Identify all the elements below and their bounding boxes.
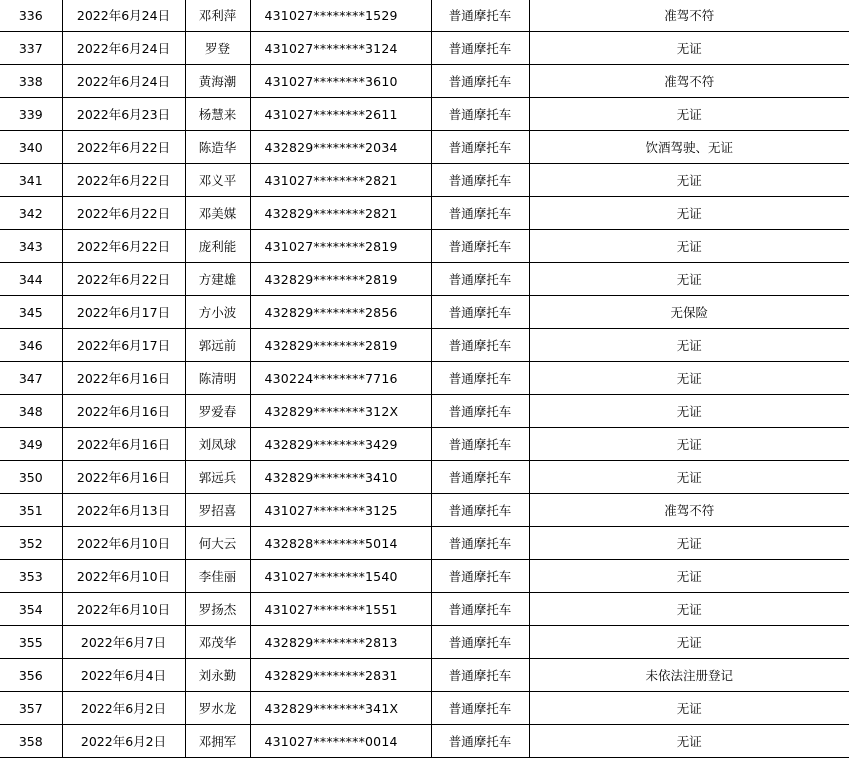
table-row bbox=[0, 659, 849, 692]
cell-id-number: 432829********2821 bbox=[250, 197, 431, 230]
cell-number: 348 bbox=[0, 395, 62, 428]
cell-vehicle-type: 普通摩托车 bbox=[431, 395, 529, 428]
table-row bbox=[0, 593, 849, 626]
table-row bbox=[0, 692, 849, 725]
cell-vehicle-type: 普通摩托车 bbox=[431, 296, 529, 329]
cell-number: 349 bbox=[0, 428, 62, 461]
cell-id-number: 431027********1551 bbox=[250, 593, 431, 626]
cell-violation: 无证 bbox=[529, 230, 849, 263]
cell-date: 2022年6月17日 bbox=[62, 329, 185, 362]
cell-name: 方建雄 bbox=[185, 263, 250, 296]
cell-date: 2022年6月22日 bbox=[62, 230, 185, 263]
cell-date: 2022年6月22日 bbox=[62, 131, 185, 164]
cell-vehicle-type: 普通摩托车 bbox=[431, 560, 529, 593]
cell-id-number: 432829********2831 bbox=[250, 659, 431, 692]
cell-date: 2022年6月24日 bbox=[62, 0, 185, 32]
cell-id-number: 431027********0014 bbox=[250, 725, 431, 758]
cell-violation: 无证 bbox=[529, 197, 849, 230]
table-row bbox=[0, 197, 849, 230]
table-row bbox=[0, 263, 849, 296]
table-row bbox=[0, 461, 849, 494]
cell-date: 2022年6月2日 bbox=[62, 725, 185, 758]
cell-vehicle-type: 普通摩托车 bbox=[431, 65, 529, 98]
cell-violation: 无证 bbox=[529, 593, 849, 626]
cell-name: 李佳丽 bbox=[185, 560, 250, 593]
table-row bbox=[0, 98, 849, 131]
table-row bbox=[0, 362, 849, 395]
cell-number: 350 bbox=[0, 461, 62, 494]
table-row bbox=[0, 560, 849, 593]
cell-date: 2022年6月23日 bbox=[62, 98, 185, 131]
cell-name: 罗爱春 bbox=[185, 395, 250, 428]
cell-vehicle-type: 普通摩托车 bbox=[431, 626, 529, 659]
cell-vehicle-type: 普通摩托车 bbox=[431, 230, 529, 263]
cell-vehicle-type: 普通摩托车 bbox=[431, 527, 529, 560]
cell-number: 356 bbox=[0, 659, 62, 692]
cell-date: 2022年6月13日 bbox=[62, 494, 185, 527]
table-row bbox=[0, 494, 849, 527]
cell-id-number: 431027********1529 bbox=[250, 0, 431, 32]
cell-date: 2022年6月17日 bbox=[62, 296, 185, 329]
cell-name: 刘永勤 bbox=[185, 659, 250, 692]
cell-number: 355 bbox=[0, 626, 62, 659]
cell-number: 336 bbox=[0, 0, 62, 32]
cell-violation: 准驾不符 bbox=[529, 65, 849, 98]
cell-date: 2022年6月16日 bbox=[62, 362, 185, 395]
cell-violation: 无证 bbox=[529, 329, 849, 362]
cell-violation: 无证 bbox=[529, 560, 849, 593]
table-row bbox=[0, 164, 849, 197]
cell-id-number: 431027********2821 bbox=[250, 164, 431, 197]
table-row bbox=[0, 296, 849, 329]
cell-vehicle-type: 普通摩托车 bbox=[431, 329, 529, 362]
cell-number: 352 bbox=[0, 527, 62, 560]
cell-id-number: 431027********3610 bbox=[250, 65, 431, 98]
cell-date: 2022年6月7日 bbox=[62, 626, 185, 659]
cell-date: 2022年6月16日 bbox=[62, 395, 185, 428]
cell-date: 2022年6月10日 bbox=[62, 527, 185, 560]
cell-vehicle-type: 普通摩托车 bbox=[431, 461, 529, 494]
cell-name: 陈清明 bbox=[185, 362, 250, 395]
cell-name: 郭远兵 bbox=[185, 461, 250, 494]
cell-number: 342 bbox=[0, 197, 62, 230]
cell-id-number: 430224********7716 bbox=[250, 362, 431, 395]
cell-vehicle-type: 普通摩托车 bbox=[431, 263, 529, 296]
cell-name: 杨慧来 bbox=[185, 98, 250, 131]
cell-date: 2022年6月22日 bbox=[62, 197, 185, 230]
cell-vehicle-type: 普通摩托车 bbox=[431, 593, 529, 626]
cell-id-number: 431027********2819 bbox=[250, 230, 431, 263]
cell-id-number: 432829********2034 bbox=[250, 131, 431, 164]
cell-date: 2022年6月10日 bbox=[62, 560, 185, 593]
cell-date: 2022年6月2日 bbox=[62, 692, 185, 725]
cell-violation: 未依法注册登记 bbox=[529, 659, 849, 692]
cell-violation: 无证 bbox=[529, 461, 849, 494]
cell-id-number: 431027********2611 bbox=[250, 98, 431, 131]
cell-id-number: 431027********3125 bbox=[250, 494, 431, 527]
cell-number: 358 bbox=[0, 725, 62, 758]
cell-vehicle-type: 普通摩托车 bbox=[431, 362, 529, 395]
cell-violation: 无证 bbox=[529, 692, 849, 725]
table-row bbox=[0, 230, 849, 263]
cell-number: 345 bbox=[0, 296, 62, 329]
cell-vehicle-type: 普通摩托车 bbox=[431, 692, 529, 725]
cell-violation: 无证 bbox=[529, 527, 849, 560]
cell-name: 罗扬杰 bbox=[185, 593, 250, 626]
cell-violation: 无证 bbox=[529, 428, 849, 461]
cell-name: 邓拥军 bbox=[185, 725, 250, 758]
cell-vehicle-type: 普通摩托车 bbox=[431, 494, 529, 527]
cell-id-number: 432829********2819 bbox=[250, 263, 431, 296]
cell-number: 346 bbox=[0, 329, 62, 362]
cell-number: 341 bbox=[0, 164, 62, 197]
cell-vehicle-type: 普通摩托车 bbox=[431, 725, 529, 758]
cell-number: 357 bbox=[0, 692, 62, 725]
cell-date: 2022年6月24日 bbox=[62, 32, 185, 65]
cell-violation: 无证 bbox=[529, 395, 849, 428]
table-row bbox=[0, 626, 849, 659]
cell-number: 344 bbox=[0, 263, 62, 296]
cell-name: 郭远前 bbox=[185, 329, 250, 362]
cell-violation: 无证 bbox=[529, 263, 849, 296]
cell-violation: 无证 bbox=[529, 164, 849, 197]
cell-name: 邓利萍 bbox=[185, 0, 250, 32]
cell-number: 347 bbox=[0, 362, 62, 395]
cell-violation: 无证 bbox=[529, 626, 849, 659]
cell-number: 340 bbox=[0, 131, 62, 164]
table-row bbox=[0, 725, 849, 758]
cell-id-number: 432829********3429 bbox=[250, 428, 431, 461]
cell-id-number: 432829********2813 bbox=[250, 626, 431, 659]
cell-violation: 无证 bbox=[529, 32, 849, 65]
cell-violation: 饮酒驾驶、无证 bbox=[529, 131, 849, 164]
cell-violation: 无保险 bbox=[529, 296, 849, 329]
cell-id-number: 432829********341X bbox=[250, 692, 431, 725]
table-row bbox=[0, 329, 849, 362]
table-row bbox=[0, 32, 849, 65]
cell-name: 黄海潮 bbox=[185, 65, 250, 98]
cell-id-number: 432829********2819 bbox=[250, 329, 431, 362]
cell-vehicle-type: 普通摩托车 bbox=[431, 32, 529, 65]
cell-number: 338 bbox=[0, 65, 62, 98]
cell-name: 邓美媒 bbox=[185, 197, 250, 230]
cell-violation: 准驾不符 bbox=[529, 0, 849, 32]
cell-violation: 无证 bbox=[529, 362, 849, 395]
cell-vehicle-type: 普通摩托车 bbox=[431, 197, 529, 230]
cell-number: 337 bbox=[0, 32, 62, 65]
table-row bbox=[0, 527, 849, 560]
cell-name: 何大云 bbox=[185, 527, 250, 560]
cell-date: 2022年6月22日 bbox=[62, 164, 185, 197]
cell-name: 庞利能 bbox=[185, 230, 250, 263]
cell-name: 罗水龙 bbox=[185, 692, 250, 725]
cell-name: 罗登 bbox=[185, 32, 250, 65]
table-row bbox=[0, 65, 849, 98]
cell-name: 邓茂华 bbox=[185, 626, 250, 659]
cell-vehicle-type: 普通摩托车 bbox=[431, 98, 529, 131]
cell-vehicle-type: 普通摩托车 bbox=[431, 428, 529, 461]
cell-id-number: 432829********2856 bbox=[250, 296, 431, 329]
cell-date: 2022年6月24日 bbox=[62, 65, 185, 98]
cell-name: 陈造华 bbox=[185, 131, 250, 164]
cell-violation: 无证 bbox=[529, 98, 849, 131]
cell-id-number: 432829********312X bbox=[250, 395, 431, 428]
cell-vehicle-type: 普通摩托车 bbox=[431, 131, 529, 164]
cell-vehicle-type: 普通摩托车 bbox=[431, 659, 529, 692]
table-row bbox=[0, 0, 849, 32]
cell-date: 2022年6月16日 bbox=[62, 428, 185, 461]
table-row bbox=[0, 131, 849, 164]
cell-name: 方小波 bbox=[185, 296, 250, 329]
cell-date: 2022年6月4日 bbox=[62, 659, 185, 692]
table-row bbox=[0, 395, 849, 428]
cell-id-number: 431027********1540 bbox=[250, 560, 431, 593]
cell-number: 351 bbox=[0, 494, 62, 527]
cell-number: 354 bbox=[0, 593, 62, 626]
cell-name: 刘凤球 bbox=[185, 428, 250, 461]
cell-date: 2022年6月10日 bbox=[62, 593, 185, 626]
cell-violation: 准驾不符 bbox=[529, 494, 849, 527]
cell-vehicle-type: 普通摩托车 bbox=[431, 0, 529, 32]
cell-vehicle-type: 普通摩托车 bbox=[431, 164, 529, 197]
cell-name: 罗招喜 bbox=[185, 494, 250, 527]
cell-number: 353 bbox=[0, 560, 62, 593]
cell-id-number: 432828********5014 bbox=[250, 527, 431, 560]
table-row bbox=[0, 428, 849, 461]
cell-number: 339 bbox=[0, 98, 62, 131]
cell-date: 2022年6月16日 bbox=[62, 461, 185, 494]
cell-id-number: 432829********3410 bbox=[250, 461, 431, 494]
cell-number: 343 bbox=[0, 230, 62, 263]
cell-id-number: 431027********3124 bbox=[250, 32, 431, 65]
cell-date: 2022年6月22日 bbox=[62, 263, 185, 296]
cell-violation: 无证 bbox=[529, 725, 849, 758]
cell-name: 邓义平 bbox=[185, 164, 250, 197]
